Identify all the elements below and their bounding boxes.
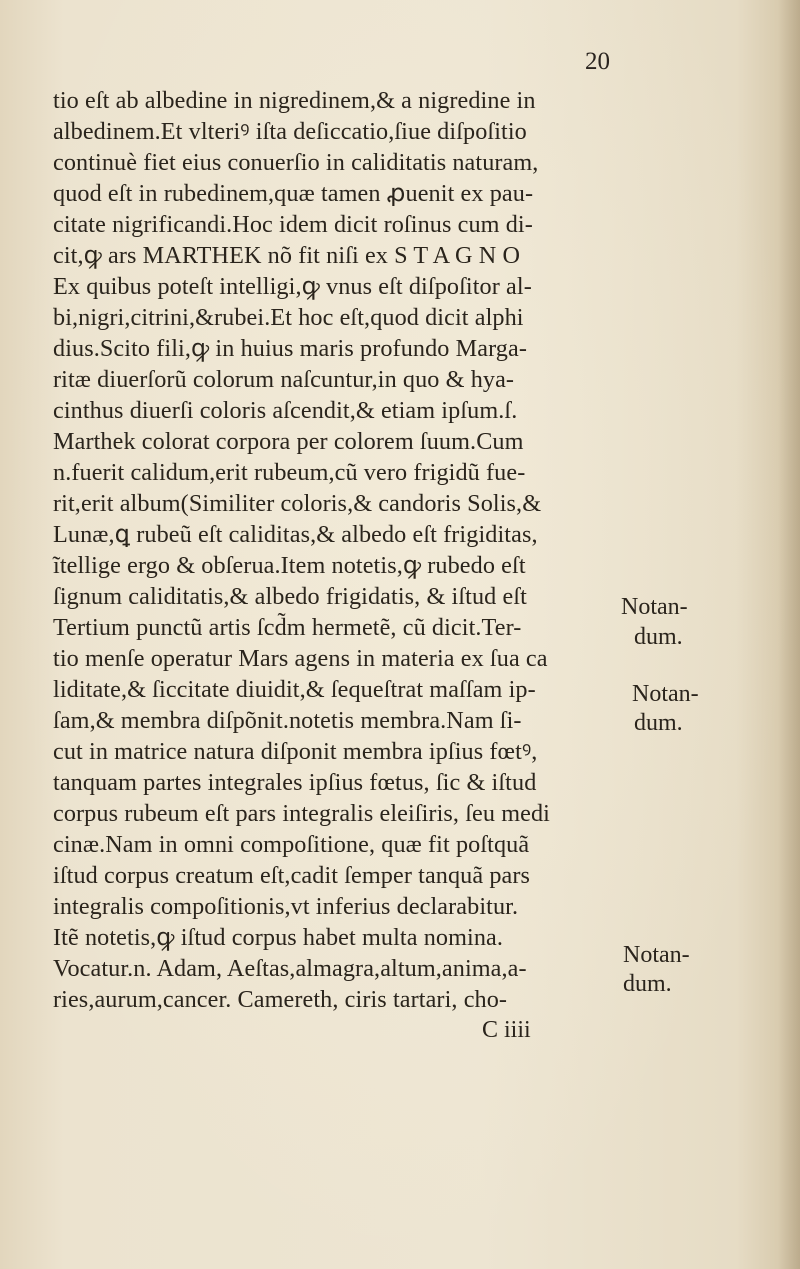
text-line: cinthus diuerſi coloris aſcendit,& etiam ipſum.ſ. (53, 397, 518, 424)
text-line: n.fuerit calidum,erit rubeum,cũ vero frigidũ fue- (53, 459, 526, 486)
margin-note: dum. (623, 971, 672, 997)
text-line: Tertium punctũ artis ſcd̃m hermetẽ, cũ dicit.Ter- (53, 614, 522, 641)
text-line: ries,aurum,cancer. Camereth, ciris tartari, cho- (53, 986, 508, 1013)
text-line: liditate,& ſiccitate diuidit,& ſequeſtrat maſſam ip- (53, 676, 536, 703)
text-line: ritæ diuerſorũ colorum naſcuntur,in quo & hya- (53, 366, 515, 393)
text-line: integralis compoſitionis,vt inferius declarabitur. (53, 893, 519, 920)
text-line: rit,erit album(Similiter coloris,& candoris Solis,& (53, 490, 542, 517)
text-line: corpus rubeum eſt pars integralis eleiſiris, ſeu medi (53, 800, 550, 827)
text-line: cit,ꝙ ars MARTHEK nõ fit niſi ex S T A G N O (53, 242, 521, 269)
text-line: albedinem.Et vlteriꝰ iſta deſiccatio,ſiue diſpoſitio (53, 118, 527, 145)
margin-note: dum. (634, 624, 683, 650)
text-line: tio menſe operatur Mars agens in materia ex ſua ca (53, 645, 548, 672)
margin-note: dum. (634, 710, 683, 736)
text-line: tanquam partes integrales ipſius fœtus, ſic & iſtud (53, 769, 537, 796)
page-number: 20 (585, 48, 610, 75)
text-line: Marthek colorat corpora per colorem ſuum.Cum (53, 428, 524, 455)
main-text-block (53, 85, 613, 1015)
text-line: continuè fiet eius conuerſio in caliditatis naturam, (53, 149, 539, 176)
page-edge-shadow (778, 0, 800, 1269)
text-line: cinæ.Nam in omni compoſitione, quæ fit poſtquã (53, 831, 530, 858)
text-line: ĩtellige ergo & obſerua.Item notetis,ꝙ rubedo eſt (53, 552, 526, 579)
text-line: ſignum caliditatis,& albedo frigidatis, & iſtud eſt (53, 583, 527, 610)
text-line: citate nigrificandi.Hoc idem dicit roſinus cum di- (53, 211, 533, 238)
text-line: dius.Scito fili,ꝙ in huius maris profundo Marga- (53, 335, 527, 362)
text-line: Itẽ notetis,ꝙ iſtud corpus habet multa nomina. (53, 924, 503, 951)
margin-note: Notan- (623, 942, 690, 968)
margin-note: Notan- (621, 594, 688, 620)
text-line: bi,nigri,citrini,&rubei.Et hoc eſt,quod dicit alphi (53, 304, 524, 331)
text-line: iſtud corpus creatum eſt,cadit ſemper tanquã pars (53, 862, 531, 889)
text-line: quod eſt in rubedinem,quæ tamen ꝓuenit ex pau- (53, 180, 534, 207)
signature-mark: C iiii (482, 1017, 531, 1043)
text-line: Lunæ,ꝗ rubeũ eſt caliditas,& albedo eſt frigiditas, (53, 521, 538, 548)
margin-note: Notan- (632, 681, 699, 707)
text-line: tio eſt ab albedine in nigredinem,& a nigredine in (53, 87, 536, 114)
text-line: ſam,& membra diſpõnit.notetis membra.Nam ſi- (53, 707, 522, 734)
text-line: cut in matrice natura diſponit membra ipſius fœtꝰ, (53, 738, 538, 765)
text-line: Vocatur.n. Adam, Aeſtas,almagra,altum,anima,a- (53, 955, 527, 982)
text-line: Ex quibus poteſt intelligi,ꝙ vnus eſt diſpoſitor al- (53, 273, 532, 300)
